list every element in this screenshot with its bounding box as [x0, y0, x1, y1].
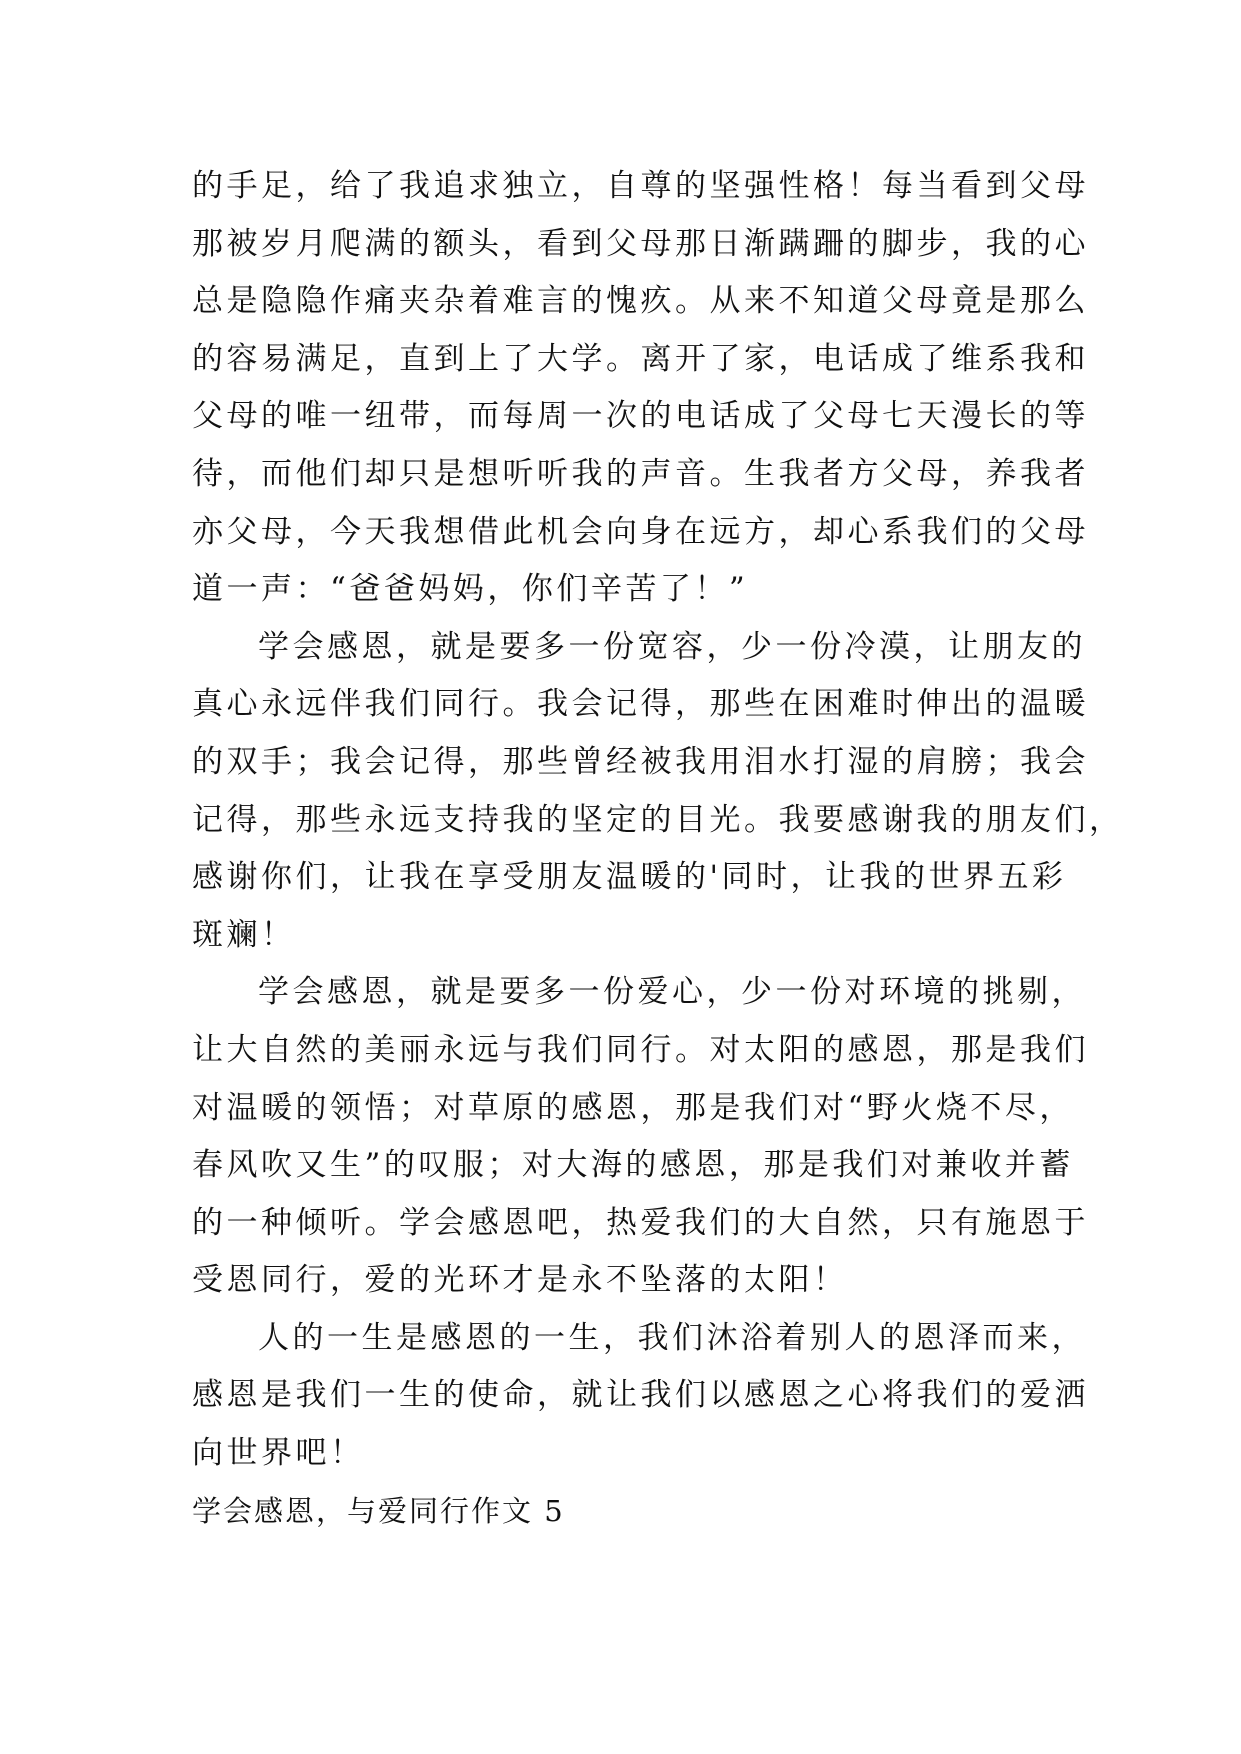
paragraph-first-line: 学会感恩，就是要多一份爱心，少一份对环境的挑剔， [258, 974, 1086, 1011]
text-line: 的手足，给了我追求独立，自尊的坚强性格！每当看到父母 [192, 168, 1089, 204]
text-line: 向世界吧！ [192, 1435, 365, 1472]
text-line: 记得，那些永远支持我的坚定的目光。我要感谢我的朋友们， [192, 801, 1124, 838]
text-line: 对温暖的领悟；对草原的感恩，那是我们对“野火烧不尽， [192, 1089, 1074, 1126]
text-line: 父母的唯一纽带，而每周一次的电话成了父母七天漫长的等 [192, 398, 1089, 435]
text-line: 感恩是我们一生的使命，就让我们以感恩之心将我们的爱洒 [192, 1377, 1089, 1414]
text-line: 那被岁月爬满的额头，看到父母那日渐蹒跚的脚步，我的心 [192, 225, 1089, 262]
text-line: 的容易满足，直到上了大学。离开了家，电话成了维系我和 [192, 340, 1089, 377]
text-line: 春风吹又生”的叹服；对大海的感恩，那是我们对兼收并蓄 [192, 1147, 1074, 1184]
text-line: 待，而他们却只是想听听我的声音。生我者方父母，养我者 [192, 455, 1089, 492]
text-line: 亦父母，今天我想借此机会向身在远方，却心系我们的父母 [192, 513, 1089, 550]
text-line: 斑斓！ [192, 916, 296, 953]
text-line: 受恩同行，爱的光环才是永不坠落的太阳！ [192, 1262, 848, 1299]
paragraph-first-line: 人的一生是感恩的一生，我们沐浴着别人的恩泽而来， [258, 1319, 1086, 1356]
text-line: 让大自然的美丽永远与我们同行。对太阳的感恩，那是我们 [192, 1031, 1089, 1068]
text-line: 的一种倾听。学会感恩吧，热爱我们的大自然，只有施恩于 [192, 1204, 1089, 1241]
essay-body [192, 158, 1124, 1540]
text-line: 真心永远伴我们同行。我会记得，那些在困难时伸出的温暖 [192, 686, 1089, 723]
paragraph-first-line: 学会感恩，就是要多一份宽容，少一份冷漠，让朋友的 [258, 628, 1086, 665]
text-line: 道一声：“爸爸妈妈，你们辛苦了！” [192, 571, 749, 608]
section-heading: 学会感恩，与爱同行作文 5 [192, 1493, 565, 1528]
text-line: 的双手；我会记得，那些曾经被我用泪水打湿的肩膀；我会 [192, 743, 1089, 780]
text-line: 感谢你们，让我在享受朋友温暖的'同时，让我的世界五彩 [192, 859, 1067, 896]
text-line: 总是隐隐作痛夹杂着难言的愧疚。从来不知道父母竟是那么 [192, 283, 1089, 320]
